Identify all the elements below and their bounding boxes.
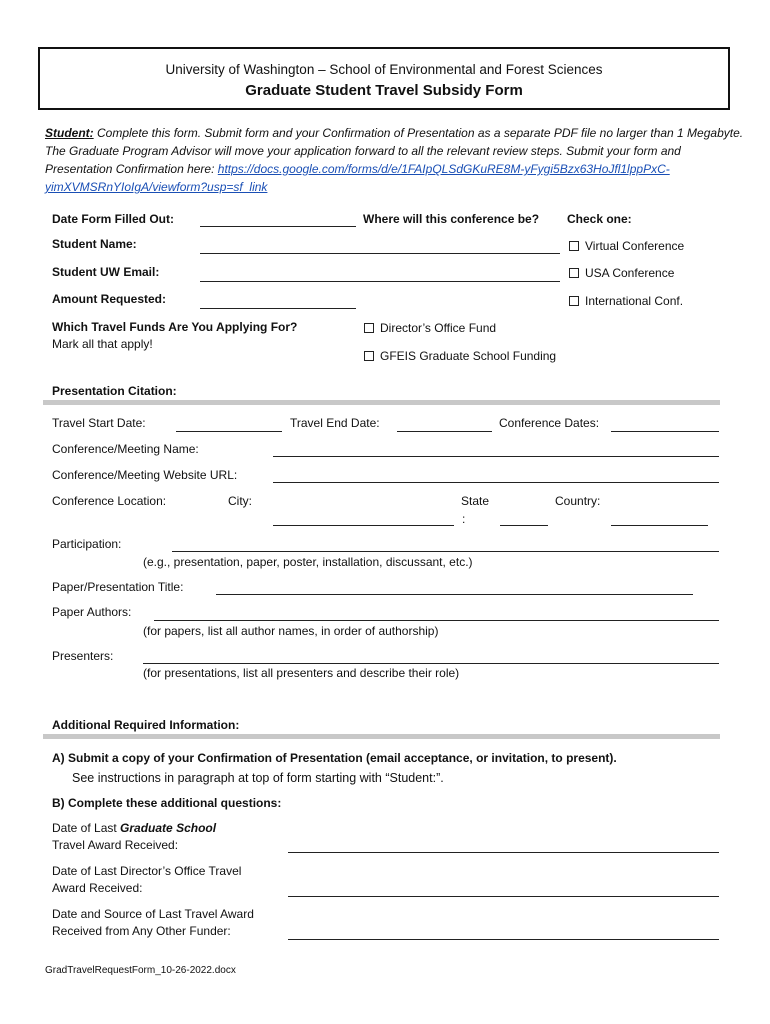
intro-text: Complete this form. Submit form and your Confirmation of Presentation as a separate PDF file no larger than 1 Megabyte. The Graduate Program Advisor will move your application forward to all the relevant review steps. Submit your form and Presentation Confirmation here:: [45, 126, 744, 176]
participation-hint: (e.g., presentation, paper, poster, installation, discussant, etc.): [143, 555, 473, 569]
additional-heading: Additional Required Information:: [52, 718, 240, 732]
q3-label-line1: Date and Source of Last Travel Award: [52, 907, 254, 921]
funds-question: Which Travel Funds Are You Applying For?: [52, 320, 298, 334]
q2-label-line1: Date of Last Director’s Office Travel: [52, 864, 242, 878]
conference-dates-label: Conference Dates:: [499, 416, 600, 430]
checkbox-icon[interactable]: [569, 296, 579, 306]
other-funder-award-field[interactable]: [288, 939, 719, 940]
amount-label: Amount Requested:: [52, 292, 166, 306]
date-filled-field[interactable]: [200, 226, 356, 227]
state-colon: :: [462, 512, 466, 526]
requirement-a: A) Submit a copy of your Confirmation of Presentation (email acceptance, or invitation, to present).: [52, 751, 617, 765]
travel-end-label: Travel End Date:: [290, 416, 380, 430]
checkbox-icon[interactable]: [364, 323, 374, 333]
q1-label-line2: Travel Award Received:: [52, 838, 179, 852]
student-name-label: Student Name:: [52, 237, 137, 251]
requirement-a-note: See instructions in paragraph at top of form starting with “Student:”.: [72, 771, 444, 785]
state-label: State: [461, 494, 490, 508]
institution-subtitle: University of Washington – School of Environmental and Forest Sciences: [165, 62, 603, 77]
option-virtual[interactable]: Virtual Conference: [569, 239, 684, 253]
option-international[interactable]: International Conf.: [569, 294, 683, 308]
city-field[interactable]: [273, 525, 454, 526]
authors-hint: (for papers, list all author names, in order of authorship): [143, 624, 439, 638]
city-label: City:: [228, 494, 252, 508]
q2-label-line2: Award Received:: [52, 881, 143, 895]
participation-field[interactable]: [172, 551, 719, 552]
checkbox-icon[interactable]: [364, 351, 374, 361]
amount-field[interactable]: [200, 308, 356, 309]
submission-link[interactable]: https://docs.google.com/forms/d/e/1FAIpQLSdGKuRE8M-yFygi5Bzx63HoJfl1lppPxC-yimXVMSRnYIoIgA/viewform?usp=sf_link: [45, 162, 670, 194]
travel-start-label: Travel Start Date:: [52, 416, 146, 430]
date-filled-label: Date Form Filled Out:: [52, 212, 175, 226]
section-divider: [43, 734, 720, 739]
meeting-url-label: Conference/Meeting Website URL:: [52, 468, 238, 482]
checkbox-icon[interactable]: [569, 268, 579, 278]
presenters-label: Presenters:: [52, 649, 114, 663]
location-label: Conference Location:: [52, 494, 167, 508]
student-email-label: Student UW Email:: [52, 265, 160, 279]
q1-label-line1: Date of Last Graduate School: [52, 821, 217, 835]
fund-option-directors[interactable]: Director’s Office Fund: [364, 321, 496, 335]
presenters-field[interactable]: [143, 663, 719, 664]
presenters-hint: (for presentations, list all presenters and describe their role): [143, 666, 460, 680]
paper-title-field[interactable]: [216, 594, 693, 595]
travel-end-field[interactable]: [397, 431, 492, 432]
paper-authors-label: Paper Authors:: [52, 605, 132, 619]
presentation-heading: Presentation Citation:: [52, 384, 177, 398]
where-conference-label: Where will this conference be?: [363, 212, 540, 226]
check-one-label: Check one:: [567, 212, 632, 226]
meeting-name-field[interactable]: [273, 456, 719, 457]
meeting-name-label: Conference/Meeting Name:: [52, 442, 199, 456]
intro-lead: Student:: [45, 126, 94, 140]
funds-hint: Mark all that apply!: [52, 337, 153, 351]
travel-start-field[interactable]: [176, 431, 282, 432]
fund-option-gfeis[interactable]: GFEIS Graduate School Funding: [364, 349, 556, 363]
state-field[interactable]: [500, 525, 548, 526]
conference-dates-field[interactable]: [611, 431, 719, 432]
participation-label: Participation:: [52, 537, 122, 551]
section-divider: [43, 400, 720, 405]
intro-paragraph: [45, 124, 750, 196]
paper-authors-field[interactable]: [154, 620, 719, 621]
student-name-field[interactable]: [200, 253, 560, 254]
paper-title-label: Paper/Presentation Title:: [52, 580, 184, 594]
country-label: Country:: [555, 494, 601, 508]
country-field[interactable]: [611, 525, 708, 526]
footer-filename: GradTravelRequestForm_10-26-2022.docx: [45, 965, 236, 976]
meeting-url-field[interactable]: [273, 482, 719, 483]
requirement-b: B) Complete these additional questions:: [52, 796, 282, 810]
last-grad-school-award-field[interactable]: [288, 852, 719, 853]
student-email-field[interactable]: [200, 281, 560, 282]
last-directors-award-field[interactable]: [288, 896, 719, 897]
checkbox-icon[interactable]: [569, 241, 579, 251]
form-title: Graduate Student Travel Subsidy Form: [245, 82, 523, 99]
form-header: [38, 47, 730, 110]
option-usa[interactable]: USA Conference: [569, 266, 674, 280]
q3-label-line2: Received from Any Other Funder:: [52, 924, 231, 938]
